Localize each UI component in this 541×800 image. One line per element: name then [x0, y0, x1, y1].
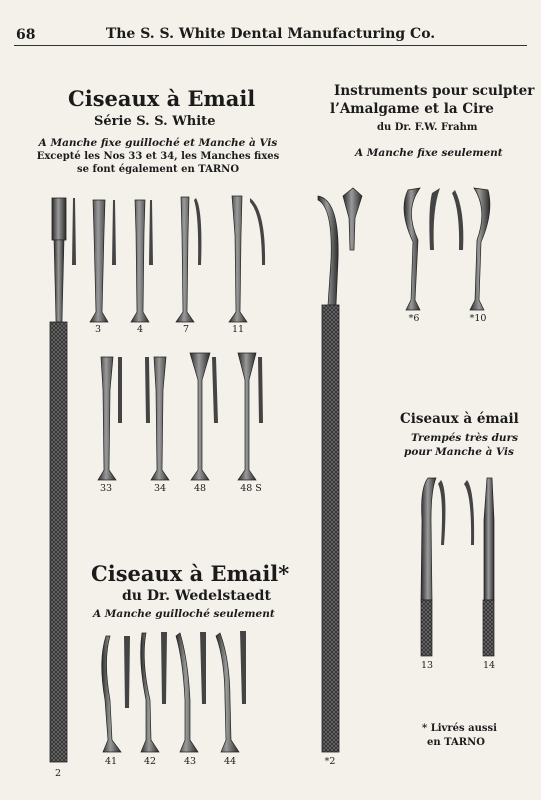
chisel-row1	[90, 196, 265, 322]
label-48: 48	[193, 483, 207, 494]
label-41: 41	[104, 756, 118, 767]
wedelstaedt-title: Ciseaux à Email*	[91, 561, 290, 586]
frahm-author: du Dr. F.W. Frahm	[377, 122, 478, 133]
label-frahm-10: *10	[469, 313, 487, 324]
label-handle-2: 2	[54, 768, 62, 779]
wedelstaedt-author: du Dr. Wedelstaedt	[122, 588, 271, 604]
enamel-line1: Trempés très durs	[411, 432, 519, 444]
page-number: 68	[16, 27, 36, 43]
company-header: The S. S. White Dental Manufacturing Co.	[105, 26, 436, 42]
label-43: 43	[183, 756, 197, 767]
label-3: 3	[94, 324, 102, 335]
label-11: 11	[231, 324, 245, 335]
frahm-title-line2: l’Amalgame et la Cire	[330, 101, 494, 117]
label-14: 14	[482, 660, 496, 671]
enamel-title: Ciseaux à émail	[400, 411, 519, 427]
chisel-row2	[98, 353, 263, 480]
label-33: 33	[99, 483, 113, 494]
enamel-line2: pour Manche à Vis	[404, 446, 514, 458]
label-42: 42	[143, 756, 157, 767]
label-frahm-6: *6	[408, 313, 420, 324]
wedelstaedt-chisels	[102, 631, 246, 752]
enamel-chisels	[421, 478, 494, 656]
long-handle-middle	[318, 188, 362, 752]
label-13: 13	[420, 660, 434, 671]
label-handle-star2: *2	[324, 756, 336, 767]
section-subtitle-serie: Série S. S. White	[94, 114, 216, 129]
left-line3: se font également en TARNO	[76, 164, 240, 175]
label-34: 34	[153, 483, 167, 494]
label-44: 44	[223, 756, 237, 767]
label-7: 7	[182, 324, 190, 335]
label-4: 4	[136, 324, 144, 335]
frahm-instruments	[404, 188, 490, 310]
footnote-line1: * Livrés aussi	[422, 723, 497, 734]
frahm-title-line1: Instruments pour sculpter	[334, 83, 535, 99]
left-line1: A Manche fixe guilloché et Manche à Vis	[38, 137, 278, 149]
left-line2: Excepté les Nos 33 et 34, les Manches fixes	[36, 151, 280, 162]
section-title-ciseaux: Ciseaux à Email	[68, 86, 256, 111]
footnote-line2: en TARNO	[427, 737, 485, 748]
wedelstaedt-note: A Manche guilloché seulement	[93, 608, 275, 620]
frahm-note: A Manche fixe seulement	[355, 147, 503, 159]
label-48s: 48 S	[240, 483, 262, 494]
long-handle-left	[50, 198, 76, 762]
